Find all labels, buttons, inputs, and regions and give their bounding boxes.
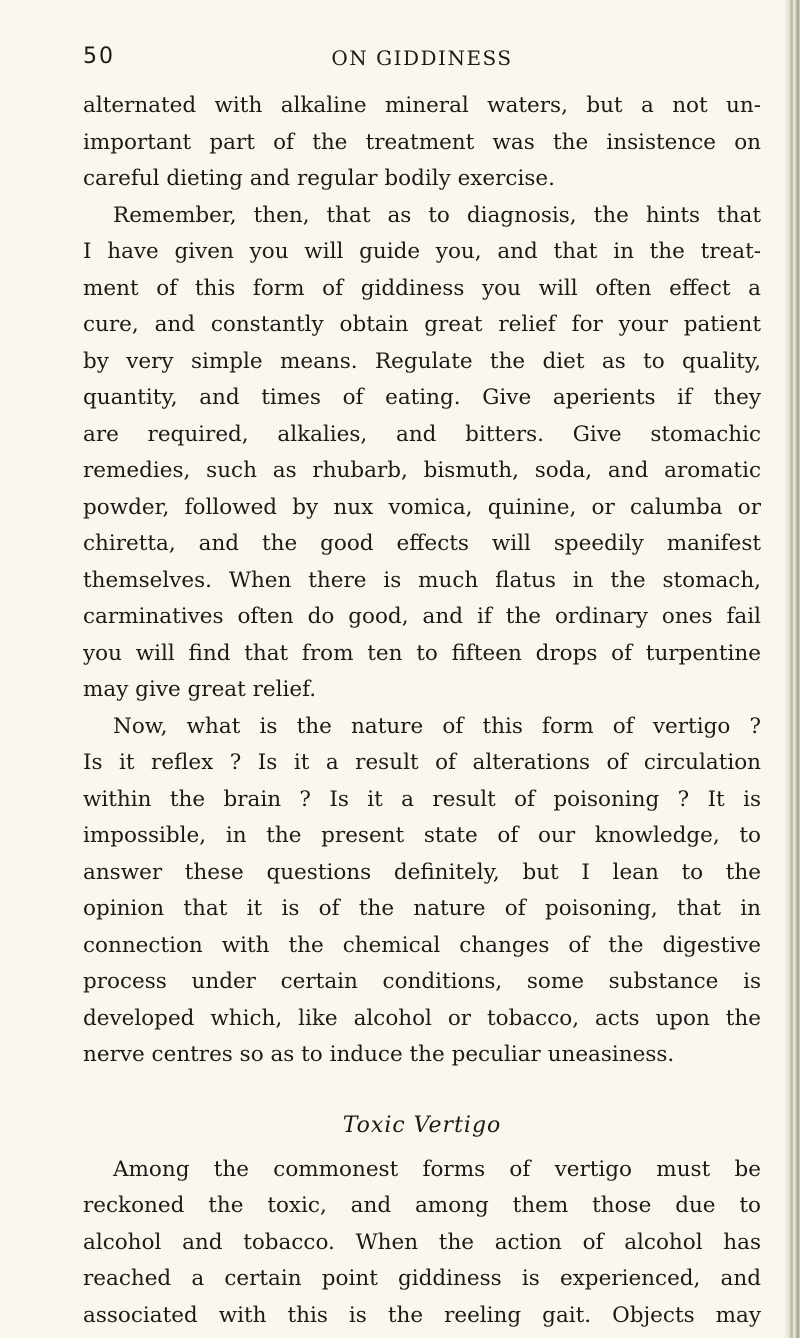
text-line: themselves. When there is much flatus in the stomach,: [83, 567, 761, 593]
text-line: Is it reflex ? Is it a result of alterations of circulation: [83, 750, 761, 775]
page-header: [83, 44, 761, 80]
text-line: connection with the chemical changes of the digestive: [83, 932, 761, 958]
text-line: careful dieting and regular bodily exercise.: [83, 166, 555, 191]
text-line: nerve centres so as to induce the peculiar uneasiness.: [83, 1042, 675, 1067]
text-line: Now, what is the nature of this form of vertigo ?: [113, 713, 761, 739]
text-line: chiretta, and the good effects will speedily manifest: [83, 531, 761, 556]
running-head: ON GIDDINESS: [331, 46, 513, 70]
page-edge-shadow: [784, 0, 800, 1338]
text-line: alcohol and tobacco. When the action of alcohol has: [83, 1229, 761, 1255]
page-number: 50: [83, 44, 115, 69]
text-line: important part of the treatment was the insistence on: [83, 129, 761, 155]
text-line: process under certain conditions, some substance is: [83, 969, 761, 994]
text-line: quantity, and times of eating. Give aperients if they: [83, 385, 761, 410]
text-line: ment of this form of giddiness you will often effect a: [83, 275, 761, 301]
text-line: may give great relief.: [83, 677, 317, 702]
text-line: carminatives often do good, and if the ordinary ones fail: [83, 604, 761, 629]
text-line: I have given you will guide you, and that in the treat-: [83, 239, 761, 264]
text-line: you will find that from ten to fifteen drops of turpentine: [83, 640, 761, 666]
text-line: Among the commonest forms of vertigo must be: [113, 1156, 761, 1182]
text-line: by very simple means. Regulate the diet as to quality,: [83, 348, 761, 374]
text-line: within the brain ? Is it a result of poisoning ? It is: [83, 786, 761, 812]
text-line: are required, alkalies, and bitters. Give stomachic: [83, 421, 761, 447]
text-line: alternated with alkaline mineral waters, but a not un-: [83, 93, 761, 118]
text-line: answer these questions definitely, but I lean to the: [83, 859, 761, 885]
body-text: [83, 88, 761, 1334]
heading-spacer: [83, 1074, 761, 1104]
text-line: remedies, such as rhubarb, bismuth, soda, and aromatic: [83, 458, 761, 483]
section-heading: Toxic Vertigo: [342, 1112, 502, 1138]
text-line: reckoned the toxic, and among them those due to: [83, 1193, 761, 1218]
text-line: cure, and constantly obtain great relief for your patient: [83, 312, 761, 337]
text-line: associated with this is the reeling gait. Objects may: [83, 1302, 761, 1328]
text-line: developed which, like alcohol or tobacco, acts upon the: [83, 1005, 761, 1031]
text-line: opinion that it is of the nature of poisoning, that in: [83, 896, 761, 921]
text-line: reached a certain point giddiness is experienced, and: [83, 1266, 761, 1291]
text-line: impossible, in the present state of our knowledge, to: [83, 823, 761, 848]
text-line: powder, followed by nux vomica, quinine, or calumba or: [83, 494, 761, 520]
text-line: Remember, then, that as to diagnosis, the hints that: [113, 202, 761, 228]
